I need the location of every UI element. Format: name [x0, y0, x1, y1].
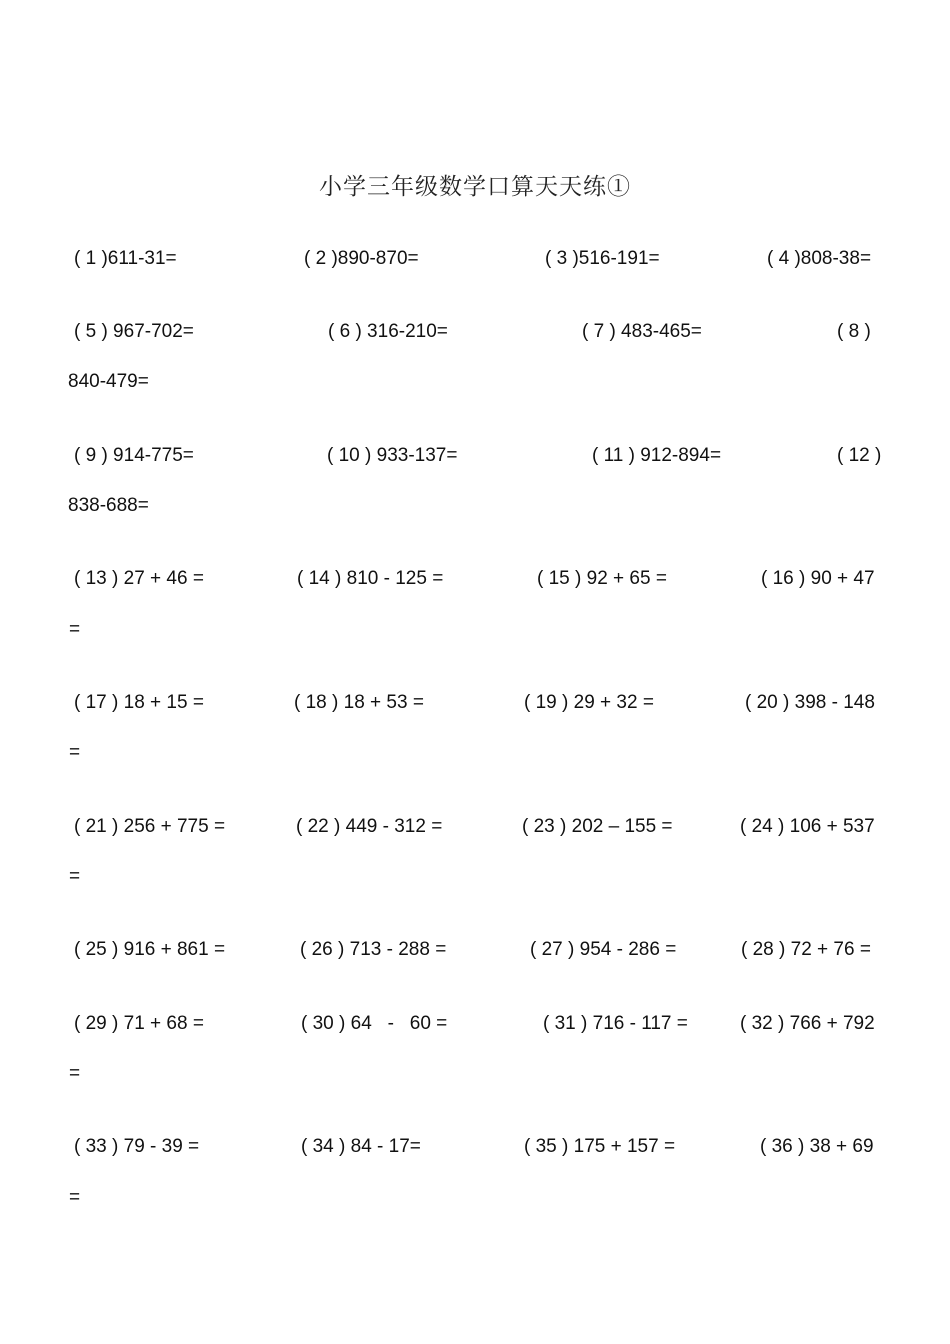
problem-7: ( 7 ) 483-465=	[582, 321, 702, 342]
problem-9: ( 9 ) 914-775=	[74, 445, 194, 466]
problem-8-continuation: 840-479=	[68, 371, 149, 392]
problem-24: ( 24 ) 106 + 537	[740, 816, 875, 837]
problem-2: ( 2 )890-870=	[304, 248, 419, 269]
problem-19: ( 19 ) 29 + 32 =	[524, 692, 654, 713]
problem-31: ( 31 ) 716 - 117 =	[543, 1013, 688, 1034]
page-title: 小学三年级数学口算天天练①	[319, 174, 631, 200]
problem-5: ( 5 ) 967-702=	[74, 321, 194, 342]
problem-29: ( 29 ) 71 + 68 =	[74, 1013, 204, 1034]
problem-30: ( 30 ) 64 - 60 =	[301, 1013, 448, 1034]
problem-33: ( 33 ) 79 - 39 =	[74, 1136, 200, 1157]
problem-16-continuation: =	[69, 619, 81, 640]
problem-25: ( 25 ) 916 + 861 =	[74, 939, 226, 960]
problem-12: ( 12 )	[837, 445, 882, 466]
problem-32: ( 32 ) 766 + 792	[740, 1013, 875, 1034]
problem-20: ( 20 ) 398 - 148	[745, 692, 875, 713]
problem-3: ( 3 )516-191=	[545, 248, 660, 269]
problem-18: ( 18 ) 18 + 53 =	[294, 692, 424, 713]
problem-24-continuation: =	[69, 866, 81, 887]
problem-26: ( 26 ) 713 - 288 =	[300, 939, 447, 960]
problem-1: ( 1 )611-31=	[74, 248, 177, 269]
problem-35: ( 35 ) 175 + 157 =	[524, 1136, 676, 1157]
problem-32-continuation: =	[69, 1063, 81, 1084]
problem-27: ( 27 ) 954 - 286 =	[530, 939, 677, 960]
problem-21: ( 21 ) 256 + 775 =	[74, 816, 226, 837]
problem-15: ( 15 ) 92 + 65 =	[537, 568, 667, 589]
problem-12-continuation: 838-688=	[68, 495, 149, 516]
problem-6: ( 6 ) 316-210=	[328, 321, 448, 342]
problem-11: ( 11 ) 912-894=	[592, 445, 722, 466]
problem-13: ( 13 ) 27 + 46 =	[74, 568, 204, 589]
problem-10: ( 10 ) 933-137=	[327, 445, 458, 466]
problem-17: ( 17 ) 18 + 15 =	[74, 692, 204, 713]
problem-28: ( 28 ) 72 + 76 =	[741, 939, 871, 960]
problem-36-continuation: =	[69, 1187, 81, 1208]
problem-8: ( 8 )	[837, 321, 871, 342]
problem-22: ( 22 ) 449 - 312 =	[296, 816, 443, 837]
problem-16: ( 16 ) 90 + 47	[761, 568, 875, 589]
problem-20-continuation: =	[69, 742, 81, 763]
problem-14: ( 14 ) 810 - 125 =	[297, 568, 444, 589]
problem-36: ( 36 ) 38 + 69	[760, 1136, 874, 1157]
problem-23: ( 23 ) 202 – 155 =	[522, 816, 673, 837]
problem-34: ( 34 ) 84 - 17=	[301, 1136, 421, 1157]
problem-4: ( 4 )808-38=	[767, 248, 872, 269]
